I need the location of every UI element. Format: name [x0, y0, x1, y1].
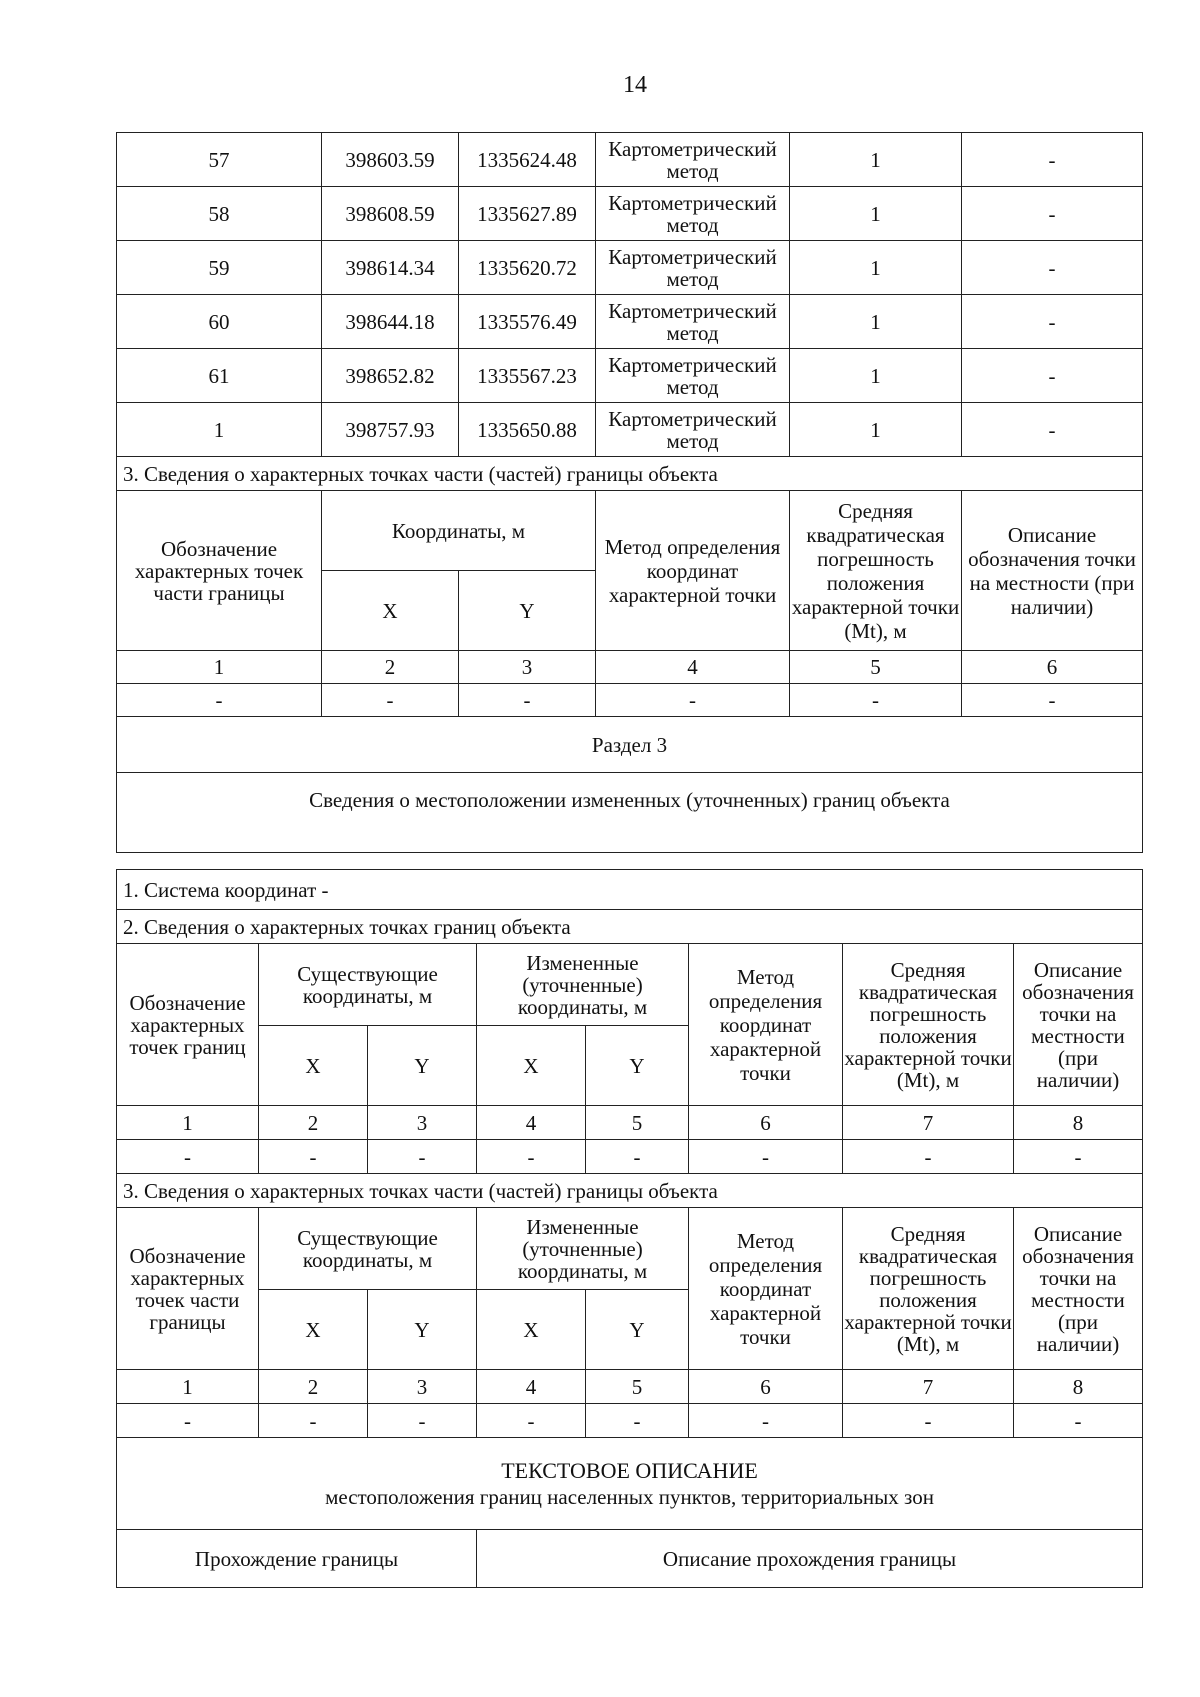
empty-row-cell: -: [586, 1140, 689, 1174]
empty-row-cell: -: [843, 1140, 1014, 1174]
column-numbers-row-cell: 2: [322, 651, 459, 684]
text-description-block: [117, 1438, 1143, 1530]
p3-header-existing: Существующие координаты, м: [259, 1208, 477, 1290]
empty-row-cell: -: [368, 1140, 477, 1174]
table-row: [117, 295, 1143, 349]
empty-row-cell: -: [117, 684, 322, 717]
column-numbers-row-cell: 2: [259, 1106, 368, 1140]
column-numbers-row-cell: 3: [459, 651, 596, 684]
header-mt: Средняя квадратическая погрешность положения характерной точки (Mt), м: [790, 491, 962, 651]
cell-desc: -: [962, 241, 1143, 295]
empty-row-cell: -: [368, 1404, 477, 1438]
cell-y: 1335567.23: [459, 349, 596, 403]
empty-row-cell: -: [117, 1404, 259, 1438]
column-numbers-row-cell: 7: [843, 1106, 1014, 1140]
column-numbers-row: [117, 1370, 1143, 1404]
cell-mt: 1: [790, 241, 962, 295]
column-numbers-row-cell: 4: [596, 651, 790, 684]
coordinates-table-top: [116, 132, 1143, 853]
table-row: [117, 187, 1143, 241]
empty-row-cell: -: [459, 684, 596, 717]
p3-header-method: Метод определения координат характерной точки: [689, 1208, 843, 1370]
section2-part3-heading: 3. Сведения о характерных точках части (частей) границы объекта: [117, 457, 1143, 491]
p2-header-designation: Обозначение характерных точек границ: [117, 944, 259, 1106]
table-row: [117, 241, 1143, 295]
header-method: Метод определения координат характерной точки: [596, 491, 790, 651]
cell-mt: 1: [790, 403, 962, 457]
section3-subtitle: Сведения о местоположении измененных (уточненных) границ объекта: [117, 773, 1143, 853]
cell-point: 1: [117, 403, 322, 457]
cell-point: 57: [117, 133, 322, 187]
p3-header-changed: Измененные (уточненные) координаты, м: [477, 1208, 689, 1290]
cell-y: 1335576.49: [459, 295, 596, 349]
coord-system: 1. Система координат -: [117, 870, 1143, 910]
empty-row-cell: -: [962, 684, 1143, 717]
p2-header-changed: Измененные (уточненные) координаты, м: [477, 944, 689, 1026]
column-numbers-row-cell: 5: [586, 1106, 689, 1140]
section3-table: [116, 869, 1143, 1588]
cell-method: Картометрический метод: [596, 187, 790, 241]
column-numbers-row-cell: 5: [586, 1370, 689, 1404]
p2-header-existing: Существующие координаты, м: [259, 944, 477, 1026]
text-description-subtitle: местоположения границ населенных пунктов, территориальных зон: [325, 1484, 934, 1509]
cell-x: 398608.59: [322, 187, 459, 241]
cell-desc: -: [962, 187, 1143, 241]
cell-x: 398652.82: [322, 349, 459, 403]
cell-mt: 1: [790, 133, 962, 187]
column-numbers-row-cell: 8: [1014, 1106, 1143, 1140]
empty-row: [117, 1140, 1143, 1174]
header-y: Y: [459, 571, 596, 651]
section3-title: Раздел 3: [117, 717, 1143, 773]
section3-part2-heading: 2. Сведения о характерных точках границ объекта: [117, 910, 1143, 944]
column-numbers-row-cell: 2: [259, 1370, 368, 1404]
p3-header-description: Описание обозначения точки на местности (при наличии): [1014, 1208, 1143, 1370]
empty-row-cell: -: [1014, 1404, 1143, 1438]
page-number: 14: [623, 72, 647, 98]
header-coordinates: Координаты, м: [322, 491, 596, 571]
cell-desc: -: [962, 403, 1143, 457]
cell-x: 398757.93: [322, 403, 459, 457]
header-x: X: [322, 571, 459, 651]
p2-header-mt: Средняя квадратическая погрешность положения характерной точки (Mt), м: [843, 944, 1014, 1106]
cell-y: 1335650.88: [459, 403, 596, 457]
boundary-passage-header: Прохождение границы: [117, 1530, 477, 1588]
section3-part3-heading: 3. Сведения о характерных точках части (частей) границы объекта: [117, 1174, 1143, 1208]
empty-row-cell: -: [843, 1404, 1014, 1438]
p2-header-method: Метод определения координат характерной точки: [689, 944, 843, 1106]
empty-row-cell: -: [689, 1404, 843, 1438]
cell-x: 398614.34: [322, 241, 459, 295]
text-description-title: ТЕКСТОВОЕ ОПИСАНИЕ: [501, 1457, 758, 1483]
header-designation: Обозначение характерных точек части границы: [117, 491, 322, 651]
column-numbers-row-cell: 6: [962, 651, 1143, 684]
column-numbers-row-cell: 1: [117, 1370, 259, 1404]
empty-row-cell: -: [117, 1140, 259, 1174]
column-numbers-row-cell: 3: [368, 1106, 477, 1140]
column-numbers-row-cell: 4: [477, 1106, 586, 1140]
cell-desc: -: [962, 133, 1143, 187]
p2-header-y2: Y: [586, 1026, 689, 1106]
column-numbers-row-cell: 7: [843, 1370, 1014, 1404]
p2-header-description: Описание обозначения точки на местности (при наличии): [1014, 944, 1143, 1106]
cell-point: 59: [117, 241, 322, 295]
empty-row-cell: -: [586, 1404, 689, 1438]
empty-row-cell: -: [477, 1404, 586, 1438]
cell-y: 1335624.48: [459, 133, 596, 187]
column-numbers-row: [117, 1106, 1143, 1140]
column-numbers-row-cell: 4: [477, 1370, 586, 1404]
header-description: Описание обозначения точки на местности (при наличии): [962, 491, 1143, 651]
cell-point: 60: [117, 295, 322, 349]
cell-mt: 1: [790, 295, 962, 349]
empty-row: [117, 684, 1143, 717]
p3-header-designation: Обозначение характерных точек части границы: [117, 1208, 259, 1370]
p2-header-y1: Y: [368, 1026, 477, 1106]
column-numbers-row-cell: 3: [368, 1370, 477, 1404]
p2-header-x2: X: [477, 1026, 586, 1106]
column-numbers-row-cell: 6: [689, 1106, 843, 1140]
empty-row-cell: -: [596, 684, 790, 717]
empty-row-cell: -: [322, 684, 459, 717]
table-row: [117, 133, 1143, 187]
cell-method: Картометрический метод: [596, 133, 790, 187]
cell-mt: 1: [790, 349, 962, 403]
empty-row: [117, 1404, 1143, 1438]
cell-point: 58: [117, 187, 322, 241]
cell-method: Картометрический метод: [596, 349, 790, 403]
cell-method: Картометрический метод: [596, 295, 790, 349]
table-row: [117, 403, 1143, 457]
p2-header-x1: X: [259, 1026, 368, 1106]
boundary-description-header: Описание прохождения границы: [477, 1530, 1143, 1588]
empty-row-cell: -: [1014, 1140, 1143, 1174]
empty-row-cell: -: [259, 1404, 368, 1438]
cell-desc: -: [962, 349, 1143, 403]
p3-header-y1: Y: [368, 1290, 477, 1370]
p3-header-mt: Средняя квадратическая погрешность положения характерной точки (Mt), м: [843, 1208, 1014, 1370]
cell-point: 61: [117, 349, 322, 403]
column-numbers-row: [117, 651, 1143, 684]
cell-mt: 1: [790, 187, 962, 241]
empty-row-cell: -: [689, 1140, 843, 1174]
empty-row-cell: -: [790, 684, 962, 717]
table-row: [117, 349, 1143, 403]
column-numbers-row-cell: 1: [117, 651, 322, 684]
cell-y: 1335620.72: [459, 241, 596, 295]
column-numbers-row-cell: 1: [117, 1106, 259, 1140]
cell-x: 398644.18: [322, 295, 459, 349]
p3-header-x1: X: [259, 1290, 368, 1370]
column-numbers-row-cell: 8: [1014, 1370, 1143, 1404]
cell-desc: -: [962, 295, 1143, 349]
p3-header-x2: X: [477, 1290, 586, 1370]
column-numbers-row-cell: 6: [689, 1370, 843, 1404]
cell-method: Картометрический метод: [596, 403, 790, 457]
empty-row-cell: -: [477, 1140, 586, 1174]
empty-row-cell: -: [259, 1140, 368, 1174]
column-numbers-row-cell: 5: [790, 651, 962, 684]
cell-y: 1335627.89: [459, 187, 596, 241]
cell-x: 398603.59: [322, 133, 459, 187]
cell-method: Картометрический метод: [596, 241, 790, 295]
p3-header-y2: Y: [586, 1290, 689, 1370]
